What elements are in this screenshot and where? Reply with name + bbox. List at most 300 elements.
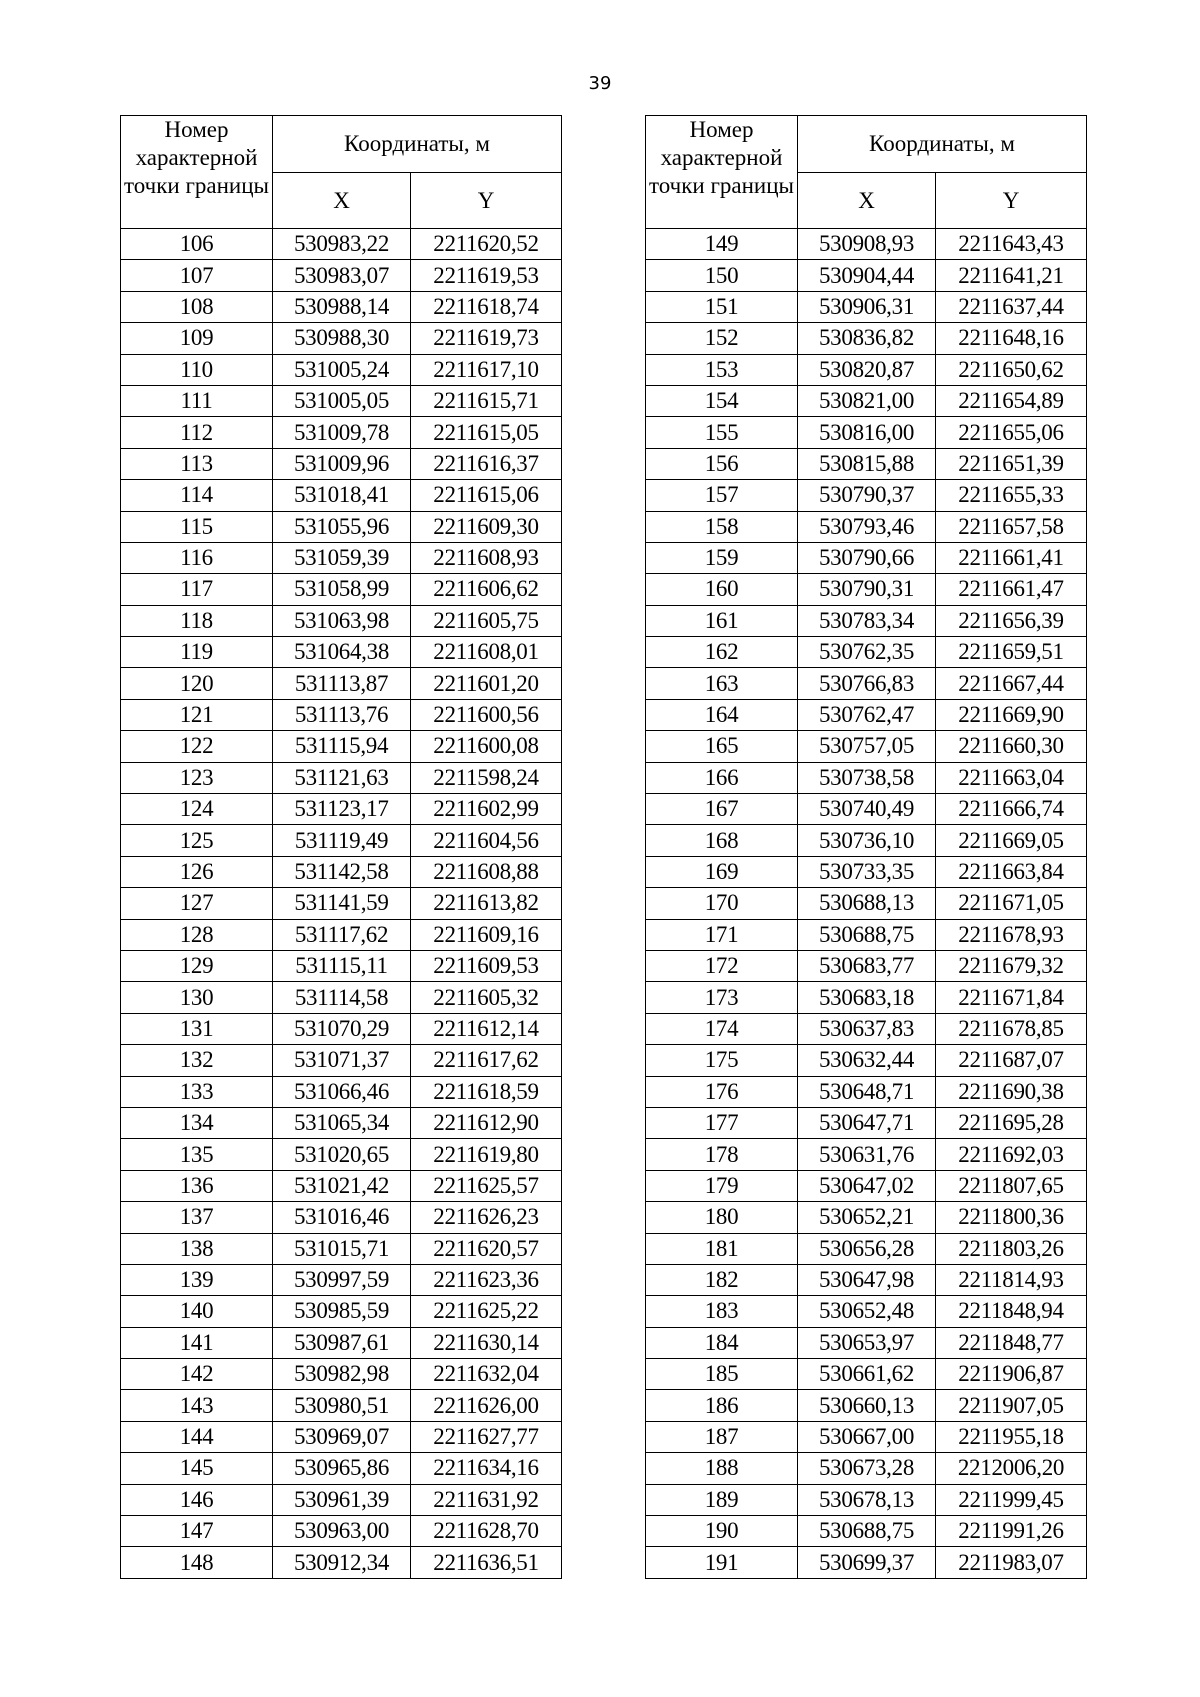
x-coordinate-cell: 531117,62 (273, 919, 411, 950)
table-row (121, 1013, 562, 1044)
x-coordinate-cell: 530766,83 (798, 668, 936, 699)
x-coordinate-cell: 530648,71 (798, 1076, 936, 1107)
table-row (121, 1202, 562, 1233)
x-coordinate-cell: 530982,98 (273, 1359, 411, 1390)
y-coordinate-cell: 2211626,00 (411, 1390, 562, 1421)
x-coordinate-cell: 530793,46 (798, 511, 936, 542)
table-row (646, 794, 1087, 825)
x-coordinate-cell: 530762,47 (798, 699, 936, 730)
table-row (646, 731, 1087, 762)
table-row (121, 982, 562, 1013)
x-coordinate-cell: 531064,38 (273, 637, 411, 668)
point-number-cell: 180 (646, 1202, 798, 1233)
page-number: 39 (588, 73, 612, 94)
x-coordinate-cell: 530653,97 (798, 1327, 936, 1358)
point-number-cell: 126 (121, 856, 273, 887)
x-coordinate-cell: 530631,76 (798, 1139, 936, 1170)
table-row (121, 794, 562, 825)
x-coordinate-cell: 530815,88 (798, 448, 936, 479)
x-coordinate-cell: 530632,44 (798, 1045, 936, 1076)
x-coordinate-cell: 530963,00 (273, 1516, 411, 1547)
point-number-cell: 155 (646, 417, 798, 448)
point-number-cell: 146 (121, 1484, 273, 1515)
y-coordinate-cell: 2211848,77 (936, 1327, 1087, 1358)
y-coordinate-cell: 2211598,24 (411, 762, 562, 793)
point-number-cell: 121 (121, 699, 273, 730)
x-coordinate-cell: 530667,00 (798, 1421, 936, 1452)
point-number-cell: 111 (121, 385, 273, 416)
point-number-cell: 184 (646, 1327, 798, 1358)
point-number-cell: 152 (646, 323, 798, 354)
y-coordinate-cell: 2211605,32 (411, 982, 562, 1013)
y-coordinate-cell: 2211648,16 (936, 323, 1087, 354)
x-coordinate-cell: 531063,98 (273, 605, 411, 636)
y-coordinate-cell: 2211618,74 (411, 291, 562, 322)
y-coordinate-cell: 2211604,56 (411, 825, 562, 856)
point-number-cell: 179 (646, 1170, 798, 1201)
x-coordinate-cell: 531141,59 (273, 888, 411, 919)
x-coordinate-cell: 531071,37 (273, 1045, 411, 1076)
x-coordinate-cell: 531009,78 (273, 417, 411, 448)
point-number-cell: 174 (646, 1013, 798, 1044)
x-coordinate-cell: 530678,13 (798, 1484, 936, 1515)
x-coordinate-cell: 530997,59 (273, 1264, 411, 1295)
point-number-cell: 117 (121, 574, 273, 605)
y-coordinate-cell: 2211659,51 (936, 637, 1087, 668)
table-row (121, 1547, 562, 1578)
table-row (646, 1421, 1087, 1452)
x-coordinate-cell: 530637,83 (798, 1013, 936, 1044)
point-number-cell: 153 (646, 354, 798, 385)
point-number-cell: 173 (646, 982, 798, 1013)
point-number-cell: 181 (646, 1233, 798, 1264)
y-coordinate-cell: 2211619,80 (411, 1139, 562, 1170)
y-coordinate-cell: 2211657,58 (936, 511, 1087, 542)
y-coordinate-cell: 2211618,59 (411, 1076, 562, 1107)
y-coordinate-cell: 2211651,39 (936, 448, 1087, 479)
y-coordinate-cell: 2211600,56 (411, 699, 562, 730)
point-number-cell: 178 (646, 1139, 798, 1170)
x-coordinate-cell: 530683,18 (798, 982, 936, 1013)
y-coordinate-cell: 2211667,44 (936, 668, 1087, 699)
point-number-cell: 113 (121, 448, 273, 479)
y-coordinate-cell: 2211608,01 (411, 637, 562, 668)
point-number-cell: 137 (121, 1202, 273, 1233)
table-row (646, 417, 1087, 448)
y-coordinate-cell: 2211617,62 (411, 1045, 562, 1076)
point-number-cell: 159 (646, 542, 798, 573)
table-row (121, 762, 562, 793)
y-coordinate-cell: 2211615,71 (411, 385, 562, 416)
y-coordinate-cell: 2211616,37 (411, 448, 562, 479)
point-number-cell: 172 (646, 950, 798, 981)
y-coordinate-cell: 2211632,04 (411, 1359, 562, 1390)
x-coordinate-cell: 530740,49 (798, 794, 936, 825)
table-row (121, 542, 562, 573)
y-coordinate-cell: 2211608,88 (411, 856, 562, 887)
x-coordinate-cell: 530980,51 (273, 1390, 411, 1421)
point-number-cell: 142 (121, 1359, 273, 1390)
table-row (121, 354, 562, 385)
table-row (646, 511, 1087, 542)
point-number-cell: 188 (646, 1453, 798, 1484)
table-row (646, 1076, 1087, 1107)
x-coordinate-cell: 530908,93 (798, 229, 936, 260)
header-coordinates: Координаты, м (798, 116, 1087, 173)
table-row (121, 323, 562, 354)
table-row (121, 605, 562, 636)
table-row (121, 574, 562, 605)
table-row (121, 888, 562, 919)
point-number-cell: 112 (121, 417, 273, 448)
x-coordinate-cell: 531005,24 (273, 354, 411, 385)
x-coordinate-cell: 530757,05 (798, 731, 936, 762)
y-coordinate-cell: 2211625,57 (411, 1170, 562, 1201)
y-coordinate-cell: 2211661,41 (936, 542, 1087, 573)
point-number-cell: 157 (646, 480, 798, 511)
y-coordinate-cell: 2211661,47 (936, 574, 1087, 605)
y-coordinate-cell: 2211620,52 (411, 229, 562, 260)
table-row (646, 542, 1087, 573)
point-number-cell: 122 (121, 731, 273, 762)
point-number-cell: 147 (121, 1516, 273, 1547)
y-coordinate-cell: 2211907,05 (936, 1390, 1087, 1421)
table-row (646, 1296, 1087, 1327)
point-number-cell: 177 (646, 1107, 798, 1138)
y-coordinate-cell: 2211619,53 (411, 260, 562, 291)
table-row (121, 731, 562, 762)
table-row (646, 1264, 1087, 1295)
table-row (121, 1516, 562, 1547)
table-row (646, 1233, 1087, 1264)
point-number-cell: 166 (646, 762, 798, 793)
header-point-number: Номер характерной точки границы (121, 116, 273, 229)
table-row (646, 825, 1087, 856)
table-row (121, 1170, 562, 1201)
y-coordinate-cell: 2211609,16 (411, 919, 562, 950)
point-number-cell: 140 (121, 1296, 273, 1327)
table-row (121, 1390, 562, 1421)
point-number-cell: 186 (646, 1390, 798, 1421)
point-number-cell: 151 (646, 291, 798, 322)
table-row (646, 1327, 1087, 1358)
table-row (121, 260, 562, 291)
x-coordinate-cell: 531070,29 (273, 1013, 411, 1044)
y-coordinate-cell: 2211637,44 (936, 291, 1087, 322)
y-coordinate-cell: 2211692,03 (936, 1139, 1087, 1170)
point-number-cell: 143 (121, 1390, 273, 1421)
y-coordinate-cell: 2211601,20 (411, 668, 562, 699)
point-number-cell: 161 (646, 605, 798, 636)
y-coordinate-cell: 2211991,26 (936, 1516, 1087, 1547)
coordinates-table-left (120, 115, 562, 1579)
table-row (646, 605, 1087, 636)
y-coordinate-cell: 2211663,04 (936, 762, 1087, 793)
y-coordinate-cell: 2211983,07 (936, 1547, 1087, 1578)
table-row (121, 1421, 562, 1452)
point-number-cell: 118 (121, 605, 273, 636)
x-coordinate-cell: 531018,41 (273, 480, 411, 511)
table-row (646, 762, 1087, 793)
table-row (646, 888, 1087, 919)
point-number-cell: 158 (646, 511, 798, 542)
table-row (646, 354, 1087, 385)
point-number-cell: 170 (646, 888, 798, 919)
y-coordinate-cell: 2211690,38 (936, 1076, 1087, 1107)
header-x: X (798, 173, 936, 229)
y-coordinate-cell: 2211619,73 (411, 323, 562, 354)
point-number-cell: 171 (646, 919, 798, 950)
table-row (121, 385, 562, 416)
x-coordinate-cell: 530661,62 (798, 1359, 936, 1390)
y-coordinate-cell: 2211999,45 (936, 1484, 1087, 1515)
x-coordinate-cell: 531119,49 (273, 825, 411, 856)
y-coordinate-cell: 2211628,70 (411, 1516, 562, 1547)
point-number-cell: 116 (121, 542, 273, 573)
y-coordinate-cell: 2211679,32 (936, 950, 1087, 981)
x-coordinate-cell: 531009,96 (273, 448, 411, 479)
x-coordinate-cell: 530647,98 (798, 1264, 936, 1295)
x-coordinate-cell: 530961,39 (273, 1484, 411, 1515)
y-coordinate-cell: 2211669,05 (936, 825, 1087, 856)
x-coordinate-cell: 530688,75 (798, 919, 936, 950)
point-number-cell: 109 (121, 323, 273, 354)
table-row (121, 1484, 562, 1515)
y-coordinate-cell: 2211678,93 (936, 919, 1087, 950)
point-number-cell: 129 (121, 950, 273, 981)
point-number-cell: 123 (121, 762, 273, 793)
point-number-cell: 165 (646, 731, 798, 762)
point-number-cell: 132 (121, 1045, 273, 1076)
point-number-cell: 154 (646, 385, 798, 416)
x-coordinate-cell: 531005,05 (273, 385, 411, 416)
point-number-cell: 138 (121, 1233, 273, 1264)
table-row (121, 1076, 562, 1107)
point-number-cell: 107 (121, 260, 273, 291)
point-number-cell: 175 (646, 1045, 798, 1076)
x-coordinate-cell: 530983,07 (273, 260, 411, 291)
y-coordinate-cell: 2211623,36 (411, 1264, 562, 1295)
table-row (646, 919, 1087, 950)
y-coordinate-cell: 2211630,14 (411, 1327, 562, 1358)
point-number-cell: 141 (121, 1327, 273, 1358)
y-coordinate-cell: 2211656,39 (936, 605, 1087, 636)
y-coordinate-cell: 2211641,21 (936, 260, 1087, 291)
x-coordinate-cell: 530790,66 (798, 542, 936, 573)
point-number-cell: 135 (121, 1139, 273, 1170)
header-coordinates: Координаты, м (273, 116, 562, 173)
y-coordinate-cell: 2211671,05 (936, 888, 1087, 919)
y-coordinate-cell: 2211687,07 (936, 1045, 1087, 1076)
x-coordinate-cell: 531015,71 (273, 1233, 411, 1264)
point-number-cell: 185 (646, 1359, 798, 1390)
y-coordinate-cell: 2211671,84 (936, 982, 1087, 1013)
header-point-number: Номер характерной точки границы (646, 116, 798, 229)
table-row (121, 668, 562, 699)
point-number-cell: 176 (646, 1076, 798, 1107)
y-coordinate-cell: 2211612,90 (411, 1107, 562, 1138)
header-x: X (273, 173, 411, 229)
y-coordinate-cell: 2211906,87 (936, 1359, 1087, 1390)
table-row (646, 1170, 1087, 1201)
x-coordinate-cell: 530816,00 (798, 417, 936, 448)
x-coordinate-cell: 530652,21 (798, 1202, 936, 1233)
point-number-cell: 119 (121, 637, 273, 668)
table-row (646, 480, 1087, 511)
point-number-cell: 139 (121, 1264, 273, 1295)
x-coordinate-cell: 531113,76 (273, 699, 411, 730)
table-row (646, 856, 1087, 887)
x-coordinate-cell: 530969,07 (273, 1421, 411, 1452)
point-number-cell: 150 (646, 260, 798, 291)
point-number-cell: 163 (646, 668, 798, 699)
y-coordinate-cell: 2211617,10 (411, 354, 562, 385)
table-row (121, 950, 562, 981)
point-number-cell: 125 (121, 825, 273, 856)
table-row (121, 480, 562, 511)
table-row (646, 1484, 1087, 1515)
point-number-cell: 136 (121, 1170, 273, 1201)
table-row (121, 1296, 562, 1327)
point-number-cell: 133 (121, 1076, 273, 1107)
table-row (121, 1264, 562, 1295)
table-row (646, 1453, 1087, 1484)
point-number-cell: 182 (646, 1264, 798, 1295)
y-coordinate-cell: 2211626,23 (411, 1202, 562, 1233)
point-number-cell: 131 (121, 1013, 273, 1044)
x-coordinate-cell: 530736,10 (798, 825, 936, 856)
table-row (646, 291, 1087, 322)
table-row (646, 950, 1087, 981)
x-coordinate-cell: 531058,99 (273, 574, 411, 605)
y-coordinate-cell: 2211666,74 (936, 794, 1087, 825)
x-coordinate-cell: 530733,35 (798, 856, 936, 887)
table-row (646, 699, 1087, 730)
point-number-cell: 183 (646, 1296, 798, 1327)
point-number-cell: 106 (121, 229, 273, 260)
table-row (646, 448, 1087, 479)
x-coordinate-cell: 531065,34 (273, 1107, 411, 1138)
y-coordinate-cell: 2211602,99 (411, 794, 562, 825)
coordinates-table-right (645, 115, 1087, 1579)
x-coordinate-cell: 530688,75 (798, 1516, 936, 1547)
table-row (646, 385, 1087, 416)
point-number-cell: 128 (121, 919, 273, 950)
table-body-left (121, 229, 562, 1579)
y-coordinate-cell: 2211654,89 (936, 385, 1087, 416)
y-coordinate-cell: 2211634,16 (411, 1453, 562, 1484)
table-body-right (646, 229, 1087, 1579)
table-row (646, 668, 1087, 699)
y-coordinate-cell: 2211615,05 (411, 417, 562, 448)
point-number-cell: 148 (121, 1547, 273, 1578)
table-row (121, 1233, 562, 1264)
x-coordinate-cell: 530738,58 (798, 762, 936, 793)
y-coordinate-cell: 2211669,90 (936, 699, 1087, 730)
point-number-cell: 164 (646, 699, 798, 730)
point-number-cell: 168 (646, 825, 798, 856)
x-coordinate-cell: 531115,94 (273, 731, 411, 762)
y-coordinate-cell: 2211678,85 (936, 1013, 1087, 1044)
table-row (646, 229, 1087, 260)
y-coordinate-cell: 2211803,26 (936, 1233, 1087, 1264)
x-coordinate-cell: 531114,58 (273, 982, 411, 1013)
y-coordinate-cell: 2211814,93 (936, 1264, 1087, 1295)
x-coordinate-cell: 530904,44 (798, 260, 936, 291)
table-row (646, 323, 1087, 354)
y-coordinate-cell: 2211620,57 (411, 1233, 562, 1264)
table-row (121, 1045, 562, 1076)
x-coordinate-cell: 530783,34 (798, 605, 936, 636)
point-number-cell: 191 (646, 1547, 798, 1578)
x-coordinate-cell: 531066,46 (273, 1076, 411, 1107)
x-coordinate-cell: 531121,63 (273, 762, 411, 793)
x-coordinate-cell: 530762,35 (798, 637, 936, 668)
point-number-cell: 149 (646, 229, 798, 260)
x-coordinate-cell: 530647,02 (798, 1170, 936, 1201)
y-coordinate-cell: 2211655,33 (936, 480, 1087, 511)
x-coordinate-cell: 530673,28 (798, 1453, 936, 1484)
y-coordinate-cell: 2211800,36 (936, 1202, 1087, 1233)
y-coordinate-cell: 2211608,93 (411, 542, 562, 573)
point-number-cell: 115 (121, 511, 273, 542)
point-number-cell: 108 (121, 291, 273, 322)
x-coordinate-cell: 531055,96 (273, 511, 411, 542)
y-coordinate-cell: 2211613,82 (411, 888, 562, 919)
point-number-cell: 144 (121, 1421, 273, 1452)
table-row (646, 260, 1087, 291)
table-row (646, 1547, 1087, 1578)
x-coordinate-cell: 530836,82 (798, 323, 936, 354)
x-coordinate-cell: 530988,14 (273, 291, 411, 322)
x-coordinate-cell: 530821,00 (798, 385, 936, 416)
table-row (646, 982, 1087, 1013)
y-coordinate-cell: 2211600,08 (411, 731, 562, 762)
table-row (121, 699, 562, 730)
table-row (646, 1107, 1087, 1138)
x-coordinate-cell: 530965,86 (273, 1453, 411, 1484)
table-row (646, 1013, 1087, 1044)
point-number-cell: 160 (646, 574, 798, 605)
x-coordinate-cell: 530688,13 (798, 888, 936, 919)
x-coordinate-cell: 530985,59 (273, 1296, 411, 1327)
table-row (646, 1045, 1087, 1076)
x-coordinate-cell: 530983,22 (273, 229, 411, 260)
table-row (121, 1327, 562, 1358)
table-row (646, 1390, 1087, 1421)
y-coordinate-cell: 2211609,53 (411, 950, 562, 981)
point-number-cell: 110 (121, 354, 273, 385)
x-coordinate-cell: 530987,61 (273, 1327, 411, 1358)
table-row (121, 637, 562, 668)
point-number-cell: 127 (121, 888, 273, 919)
y-coordinate-cell: 2211655,06 (936, 417, 1087, 448)
table-row (646, 1202, 1087, 1233)
point-number-cell: 156 (646, 448, 798, 479)
y-coordinate-cell: 2211606,62 (411, 574, 562, 605)
table-row (121, 1139, 562, 1170)
point-number-cell: 162 (646, 637, 798, 668)
y-coordinate-cell: 2211631,92 (411, 1484, 562, 1515)
x-coordinate-cell: 530790,31 (798, 574, 936, 605)
x-coordinate-cell: 531115,11 (273, 950, 411, 981)
y-coordinate-cell: 2211643,43 (936, 229, 1087, 260)
y-coordinate-cell: 2211807,65 (936, 1170, 1087, 1201)
point-number-cell: 190 (646, 1516, 798, 1547)
x-coordinate-cell: 530820,87 (798, 354, 936, 385)
table-row (646, 1359, 1087, 1390)
point-number-cell: 145 (121, 1453, 273, 1484)
